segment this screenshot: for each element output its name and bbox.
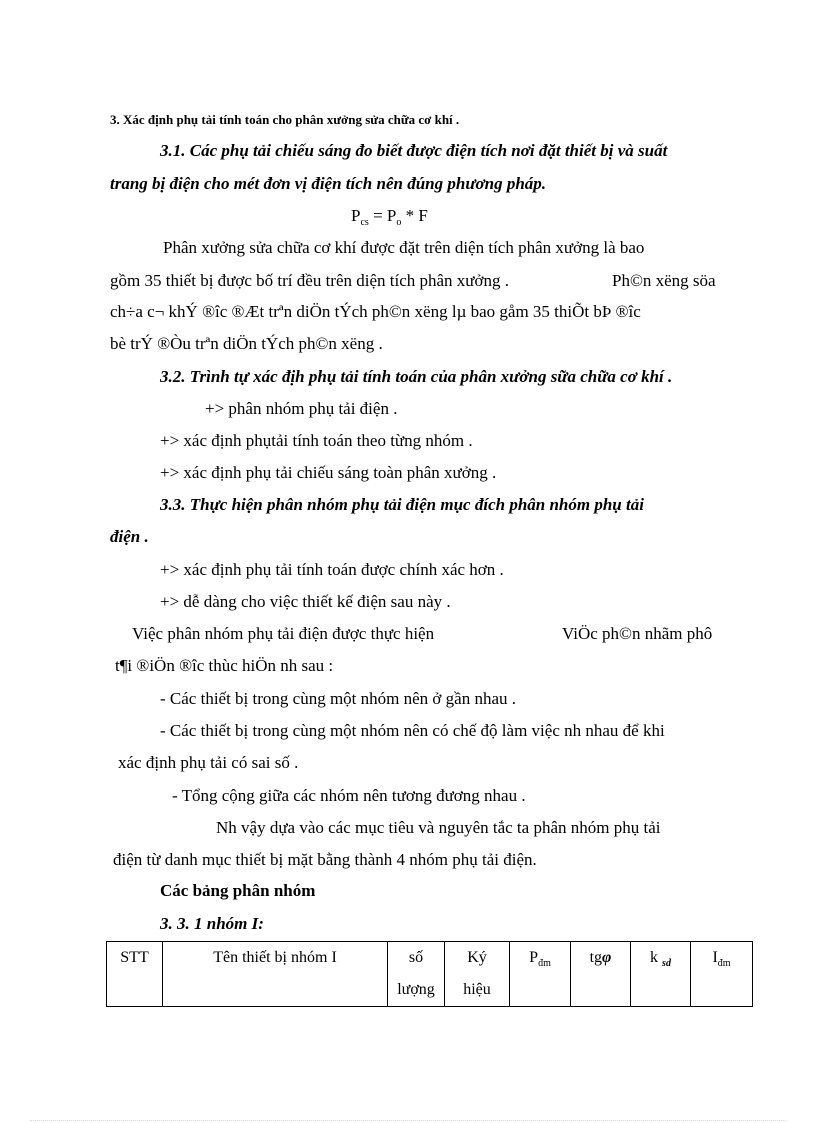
- section-3-heading: 3. Xác định phụ tải tính toán cho phân xưởng sửa chữa cơ khí .: [110, 112, 460, 127]
- formula-lhs-sub: cs: [360, 217, 369, 228]
- criterion-2: - Các thiết bị trong cùng một nhóm nên có chế độ làm việc nh nhau để khi: [160, 721, 665, 740]
- table-header-row: [107, 942, 753, 1007]
- para1-line2b: Ph©n xëng söa: [612, 271, 716, 290]
- para1-line4: bè trÝ ®Òu trªn diÖn tÝch ph©n xëng .: [110, 334, 383, 353]
- group-heading: 3. 3. 1 nhóm I:: [160, 914, 264, 933]
- formula: [351, 206, 428, 229]
- section-3-1-line1: 3.1. Các phụ tải chiếu sáng đo biết được điện tích nơi đặt thiết bị và suất: [160, 141, 668, 160]
- para1-line3: ch÷a c¬ khÝ ®îc ®Æt trªn diÖn tÝch ph©n xëng lµ bao gåm 35 thiÕt bÞ ®îc: [110, 302, 641, 321]
- criterion-1: - Các thiết bị trong cùng một nhóm nên ở gần nhau .: [160, 689, 517, 708]
- para2-line2: t¶i ®iÖn ®îc thùc hiÖn nh sau :: [115, 656, 334, 675]
- s32-item-3: +> xác định phụ tải chiếu sáng toàn phân xưởng .: [160, 463, 497, 482]
- header-p-rated: $P_{đm}$: [510, 942, 571, 1007]
- para2-line1b: ViÖc ph©n nhãm phô: [562, 624, 713, 643]
- criterion-2-cont: xác định phụ tải có sai số .: [118, 753, 299, 772]
- header-qty: số lượng: [388, 942, 445, 1007]
- para3-line1: Nh vậy dựa vào các mục tiêu và nguyên tắc ta phân nhóm phụ tải: [216, 818, 661, 837]
- header-name: Tên thiết bị nhóm I: [163, 942, 388, 1007]
- group-1-table: [106, 941, 753, 1007]
- header-k-sd: k $_{sd}$: [631, 942, 691, 1007]
- header-tg-phi: tgφ: [571, 942, 631, 1007]
- para3-line2: điện từ danh mục thiết bị mặt bằng thành 4 nhóm phụ tải điện.: [113, 850, 537, 869]
- s32-item-2: +> xác định phụtải tính toán theo từng nhóm .: [160, 431, 473, 450]
- s32-item-1: +> phân nhóm phụ tải điện .: [205, 399, 398, 418]
- para2-line1a: Việc phân nhóm phụ tải điện được thực hiện: [132, 624, 435, 643]
- section-3-2-heading: 3.2. Trình tự xác địh phụ tải tính toán của phân xưởng sữa chữa cơ khí .: [160, 367, 673, 386]
- footer-divider: [30, 1120, 786, 1121]
- header-i-rated: $I_{đm}$: [691, 942, 753, 1007]
- formula-lhs: P: [351, 206, 361, 225]
- section-3-3-line1: 3.3. Thực hiện phân nhóm phụ tải điện mục đích phân nhóm phụ tải: [160, 495, 644, 514]
- section-3-1-line2: trang bị điện cho mét đơn vị điện tích nên đúng phương pháp.: [110, 174, 547, 193]
- header-stt: STT: [107, 942, 163, 1007]
- formula-eq: = P: [368, 206, 397, 225]
- para1-line2a: gồm 35 thiết bị được bố trí đều trên diện tích phân xưởng .: [110, 271, 510, 290]
- s33-item-2: +> dễ dàng cho việc thiết kế điện sau này .: [160, 592, 451, 611]
- formula-rest: * F: [401, 206, 428, 225]
- section-3-3-line2: điện .: [110, 527, 149, 546]
- criterion-3: - Tổng cộng giữa các nhóm nên tương đương nhau .: [172, 786, 526, 805]
- para1-line1: Phân xưởng sửa chữa cơ khí được đặt trên diện tích phân xưởng là bao: [163, 238, 645, 257]
- s33-item-1: +> xác định phụ tải tính toán được chính xác hơn .: [160, 560, 504, 579]
- header-symbol: Ký hiệu: [445, 942, 510, 1007]
- formula-rhs-sub: o: [396, 217, 402, 228]
- table-heading: Các bảng phân nhóm: [160, 881, 316, 900]
